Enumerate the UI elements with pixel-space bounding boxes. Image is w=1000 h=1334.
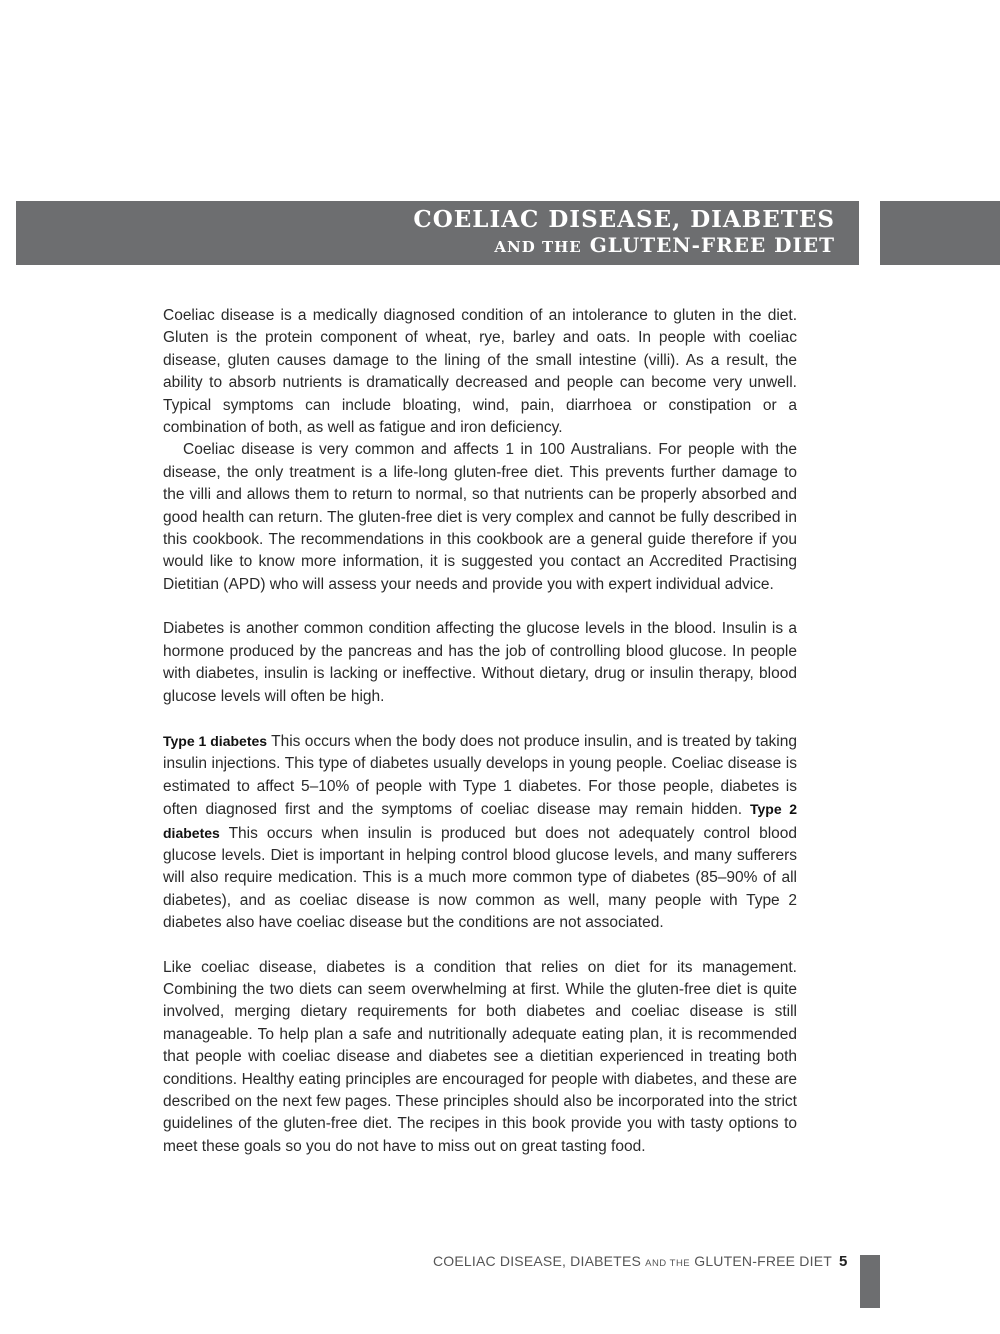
paragraph-diabetes-types — [163, 730, 797, 935]
running-footer — [433, 1253, 832, 1269]
footer-part1: COELIAC DISEASE, DIABETES — [432, 1253, 642, 1269]
paragraph-coeliac-treatment: Coeliac disease is very common and affects 1 in 100 Australians. For people with the disease, the only treatment is a life-long gluten-free diet. This prevents further damage to the villi and allows them to return to normal, so that nutrients can be properly absorbed and good health can return. The gluten-free diet is very complex and cannot be fully described in this cookbook. The recommendations in this cookbook are a general guide therefore if you would like to know more information, it is suggested you contact an Accredited Practising Dietitian (APD) who will assess your needs and provide you with expert individual advice. — [163, 441, 797, 593]
paragraph-diabetes-intro: Diabetes is another common condition affecting the glucose levels in the blood. Insulin is a hormone produced by the pancreas and has the job of controlling blood glucose. In people with diabetes, insulin is lacking or ineffective. Without dietary, drug or insulin therapy, blood glucose levels will often be high. — [163, 620, 797, 705]
chapter-title-line2 — [494, 233, 835, 257]
type2-label: Type 2 diabetes — [163, 801, 797, 841]
type1-text: This occurs when the body does not produce insulin, and is treated by taking insulin injections. This type of diabetes usually develops in young people. Coeliac disease is estimated to affect 5–10% of people with Type 1 diabetes. For those people, diabetes is often diagnosed first and the symptoms of coeliac disease may remain hidden. — [163, 732, 797, 819]
paragraph-combining-diets: Like coeliac disease, diabetes is a condition that relies on diet for its management. Combining the two diets can seem overwhelming at first. While the gluten-free diet is quite involved, merging dietary requirements for both diabetes and coeliac disease is still manageable. To help plan a safe and nutritionally adequate eating plan, it is recommended that people with coeliac disease and diabetes see a dietitian experienced in treating both conditions. Healthy eating principles are encouraged for people with diabetes, and these are described on the next few pages. These principles should also be incorporated into the strict guidelines of the gluten-free diet. The recipes in this book provide you with tasty options to meet these goals so you do not have to miss out on great tasting food. — [163, 958, 797, 1155]
type2-text: This occurs when insulin is produced but does not adequately control blood glucose levels. Diet is important in helping control blood glucose levels, and many sufferers will also require medication. This is a much more common type of diabetes (85–90% of all diabetes), and as coeliac disease is now common as well, many people with Type 2 diabetes also have coeliac disease but the conditions are not associated. — [163, 824, 797, 932]
chapter-title-banner — [16, 201, 859, 265]
type1-label: Type 1 diabetes — [163, 732, 268, 749]
page-marker-bar — [860, 1255, 880, 1308]
paragraph-coeliac-intro: Coeliac disease is a medically diagnosed condition of an intolerance to gluten in the diet. Gluten is the protein component of wheat, rye, barley and oats. In people with coeliac disease, gluten causes damage to the lining of the small intestine (villi). As a result, the ability to absorb nutrients is dramatically decreased and people can become very unwell. Typical symptoms can include bloating, wind, pain, diarrhoea or constipation or a combination of both, as well as fatigue and iron deficiency. — [163, 307, 797, 437]
chapter-title-line1: COELIAC DISEASE, DIABETES — [413, 206, 835, 233]
chapter-title-main: GLUTEN-FREE DIET — [589, 233, 835, 257]
footer-part3: GLUTEN-FREE DIET — [694, 1253, 832, 1269]
chapter-title-small-caps: AND THE — [494, 238, 582, 256]
banner-edge-tab — [880, 201, 1000, 265]
body-text — [163, 305, 797, 1158]
page-number: 5 — [839, 1253, 848, 1270]
footer-part2: AND THE — [645, 1258, 691, 1269]
